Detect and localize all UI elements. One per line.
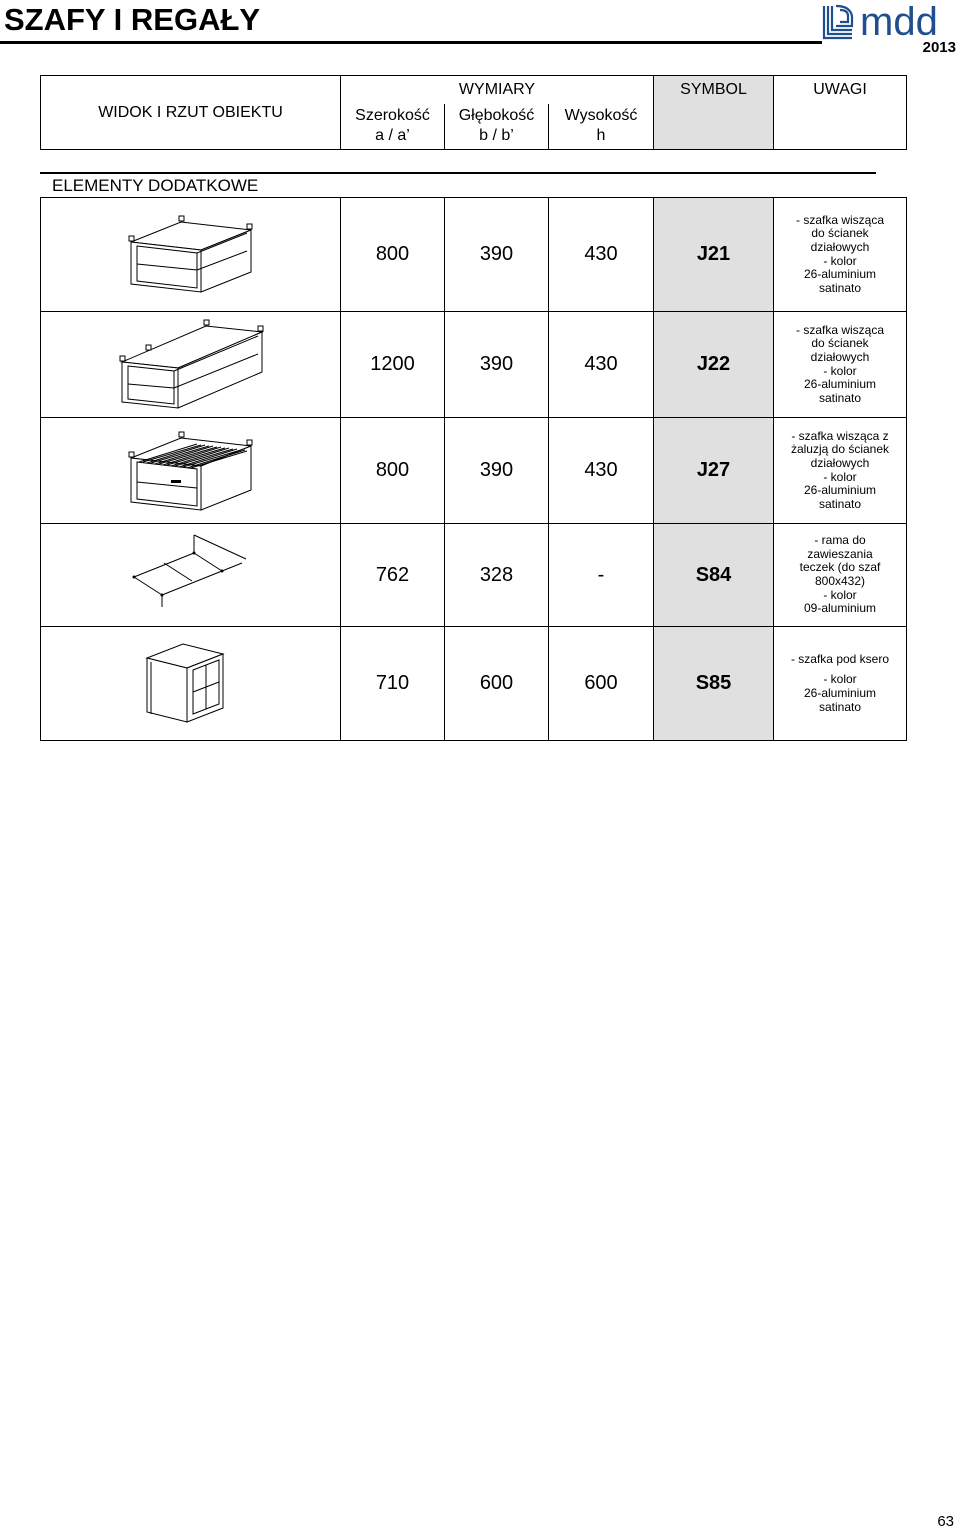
- page-title: SZAFY I REGAŁY: [4, 2, 261, 37]
- depth-value: 328: [445, 524, 549, 627]
- notes-cell: [774, 198, 907, 312]
- header-symbol-blank: [654, 104, 774, 150]
- header-depth: [445, 104, 549, 150]
- width-value: 800: [341, 418, 445, 524]
- product-image: [41, 418, 341, 524]
- products-table: [40, 197, 907, 741]
- table-row: [41, 627, 907, 741]
- width-value: 762: [341, 524, 445, 627]
- header-width: [341, 104, 445, 150]
- logo-year: 2013: [922, 39, 956, 56]
- note-line: - kolor: [823, 253, 857, 268]
- note-line: 26-aluminium: [803, 686, 877, 700]
- header-notes: UWAGI: [774, 76, 907, 104]
- note-line: 26-aluminium: [803, 377, 877, 392]
- tambour-cabinet-icon: [121, 418, 261, 518]
- note-line: satinato: [818, 390, 862, 405]
- note-line: do ścianek: [811, 226, 869, 241]
- depth-label: Głębokość: [458, 107, 535, 125]
- table-row: [41, 524, 907, 627]
- depth-unit: b / b’: [479, 127, 514, 145]
- section-title: ELEMENTY DODATKOWE: [52, 176, 259, 195]
- note-line: 800x432): [814, 574, 866, 588]
- note-line: - rama do: [814, 533, 866, 548]
- height-value: 430: [549, 198, 654, 312]
- note-line: zawieszania: [807, 546, 873, 561]
- width-value: 800: [341, 198, 445, 312]
- height-value: 600: [549, 627, 654, 741]
- product-image: [41, 198, 341, 312]
- notes-cell: [774, 524, 907, 627]
- note-line: - kolor: [823, 672, 857, 687]
- table-row: [41, 198, 907, 312]
- header-notes-blank: [774, 104, 907, 150]
- note-line: - szafka pod ksero: [790, 651, 890, 666]
- width-unit: a / a’: [375, 127, 410, 145]
- header-table: [40, 75, 907, 150]
- note-line: żaluzją do ścianek: [790, 442, 890, 457]
- width-value: 710: [341, 627, 445, 741]
- note-line: 26-aluminium: [803, 267, 877, 282]
- note-line: satinato: [818, 699, 862, 714]
- note-line: - kolor: [823, 587, 857, 602]
- note-line: działowych: [810, 455, 870, 470]
- notes-cell: [774, 627, 907, 741]
- symbol-value: J27: [654, 418, 774, 524]
- note-line: satinato: [818, 496, 862, 511]
- title-divider: [0, 41, 822, 44]
- note-line: działowych: [810, 349, 870, 364]
- height-value: -: [549, 524, 654, 627]
- width-label: Szerokość: [355, 107, 430, 125]
- note-line: 09-aluminium: [803, 601, 877, 616]
- width-value: 1200: [341, 312, 445, 418]
- height-label: Wysokość: [564, 107, 638, 125]
- symbol-value: J21: [654, 198, 774, 312]
- product-image: [41, 312, 341, 418]
- depth-value: 600: [445, 627, 549, 741]
- note-line: teczek (do szaf: [799, 560, 881, 575]
- copier-cabinet-icon: [141, 636, 241, 726]
- header-dimensions: WYMIARY: [341, 76, 654, 104]
- wall-cabinet-1200-icon: [116, 312, 266, 412]
- header-symbol: SYMBOL: [654, 76, 774, 104]
- note-line: - szafka wisząca: [795, 212, 885, 227]
- table-row: [41, 312, 907, 418]
- mdd-logo: [820, 2, 960, 56]
- height-value: 430: [549, 418, 654, 524]
- hanging-file-frame-icon: [126, 533, 256, 613]
- page-number: 63: [937, 1513, 954, 1530]
- note-line: - kolor: [823, 469, 857, 484]
- note-line: działowych: [810, 239, 870, 254]
- notes-cell: [774, 418, 907, 524]
- wall-cabinet-800-icon: [121, 202, 261, 302]
- note-line: 26-aluminium: [803, 483, 877, 498]
- notes-cell: [774, 312, 907, 418]
- logo-wordmark: mdd: [860, 2, 938, 42]
- height-unit: h: [596, 127, 606, 145]
- note-line: - szafka wisząca: [795, 322, 885, 337]
- symbol-value: S84: [654, 524, 774, 627]
- symbol-value: J22: [654, 312, 774, 418]
- depth-value: 390: [445, 312, 549, 418]
- product-image: [41, 627, 341, 741]
- note-line: do ścianek: [811, 336, 869, 351]
- note-line: - kolor: [823, 363, 857, 378]
- table-row: [41, 418, 907, 524]
- note-line: satinato: [818, 280, 862, 295]
- product-image: [41, 524, 341, 627]
- symbol-value: S85: [654, 627, 774, 741]
- section-divider: [40, 172, 876, 174]
- note-line: - szafka wisząca z: [791, 428, 889, 443]
- header-view: WIDOK I RZUT OBIEKTU: [41, 76, 341, 150]
- mdd-logo-icon: [820, 2, 960, 42]
- height-value: 430: [549, 312, 654, 418]
- header-height: [549, 104, 654, 150]
- depth-value: 390: [445, 418, 549, 524]
- depth-value: 390: [445, 198, 549, 312]
